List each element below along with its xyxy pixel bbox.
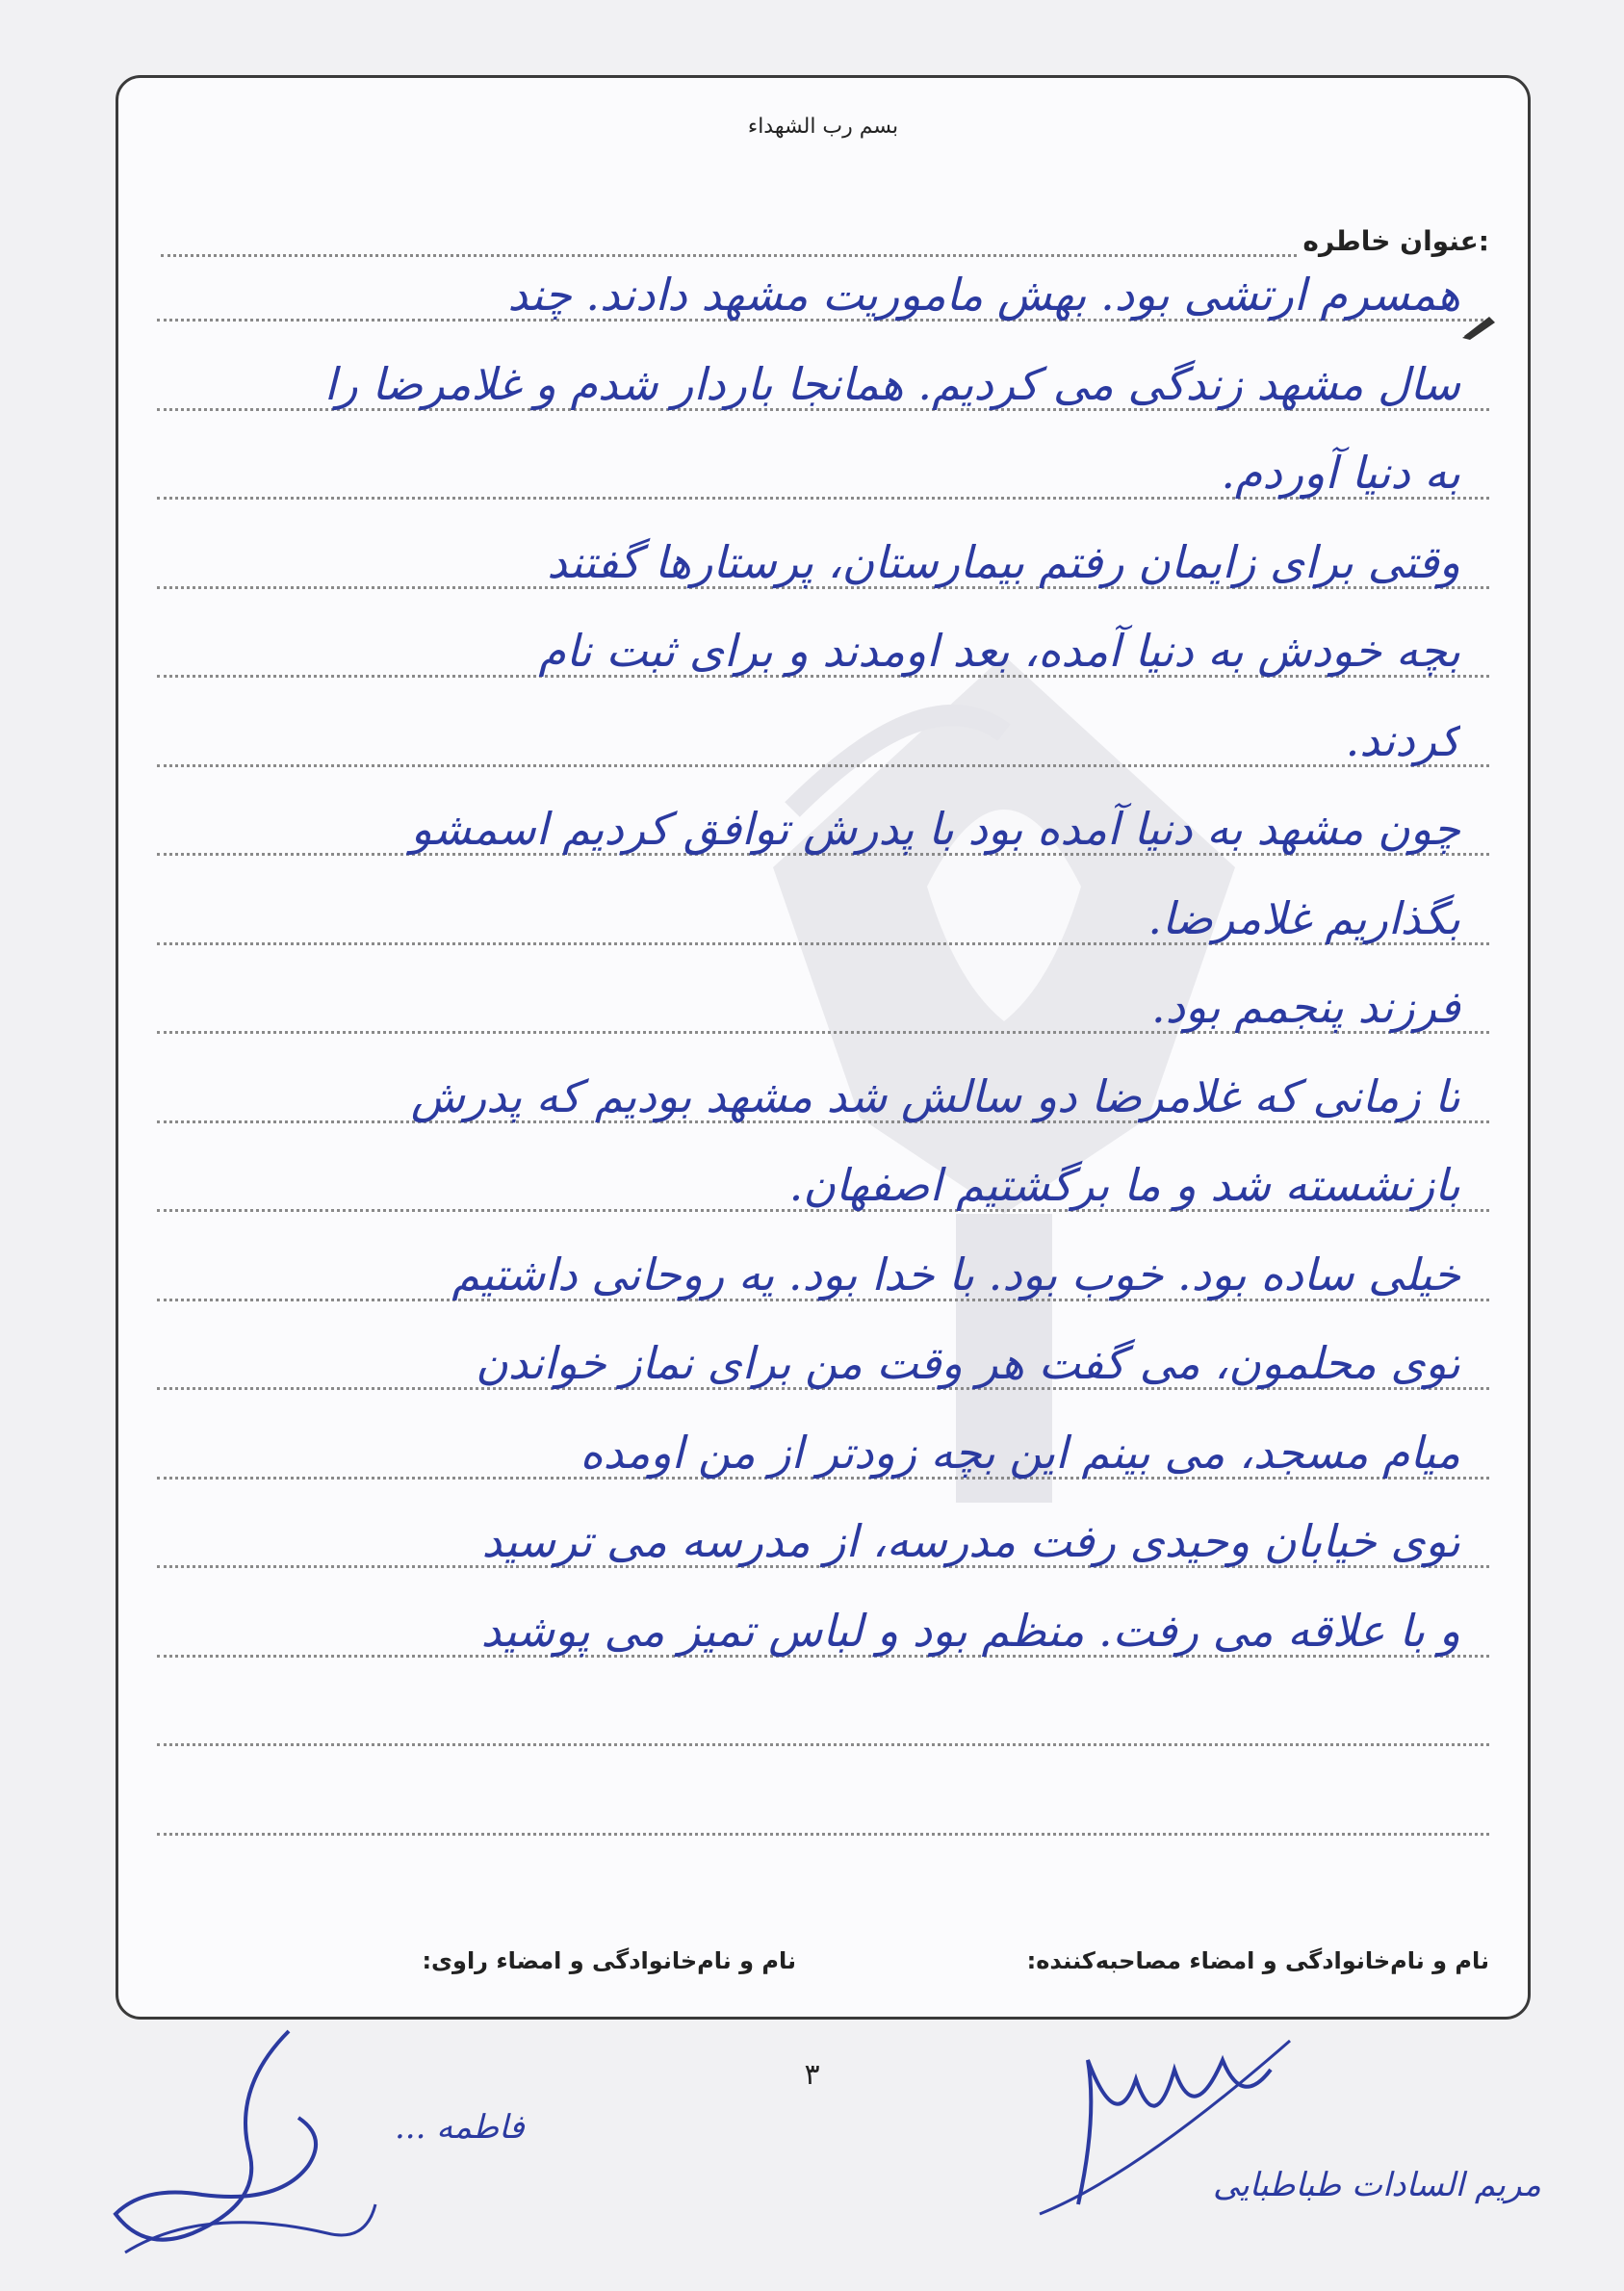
handwritten-line: به دنیا آوردم. [1221,447,1460,499]
memoir-title-row [161,213,1489,257]
page-number: ۳ [804,2058,820,2092]
interviewer-signature-name: مریم السادات طباطبایی [1213,2166,1541,2204]
handwritten-line: میام مسجد، می بینم این بچه زودتر از من اومده [580,1426,1460,1479]
ruled-line [157,1743,1489,1746]
handwritten-line: وقتی برای زایمان رفتم بیمارستان، پرستارها گفتند [547,535,1460,588]
memoir-title-label: عنوان خاطره: [1302,225,1489,257]
interviewer-signature-label: نام و نام‌خانوادگی و امضاء مصاحبه‌کننده: [1026,1947,1489,1974]
handwritten-line: چون مشهد به دنیا آمده بود با پدرش توافق کردیم اسمشو [410,803,1460,855]
handwritten-line: و با علاقه می رفت. منظم بود و لباس تمیز می پوشید [480,1604,1460,1657]
memoir-form-page [116,75,1531,2020]
handwritten-line: همسرم ارتشی بود. بهش ماموریت مشهد دادند. چند [507,269,1460,321]
narrator-signature-name: فاطمه ... [395,2108,525,2147]
handwritten-line: سال مشهد زندگی می کردیم. همانجا باردار شدم و غلامرضا را [323,357,1460,410]
handwritten-line: تا زمانی که غلامرضا دو سالش شد مشهد بودیم که پدرش [410,1069,1460,1122]
handwritten-line: خیلی ساده بود. خوب بود. با خدا بود. یه روحانی داشتیم [451,1248,1460,1300]
ruled-line [157,1833,1489,1836]
handwritten-line: بازنشسته شد و ما برگشتیم اصفهان. [788,1159,1460,1211]
memoir-title-field [161,225,1297,257]
handwritten-line: بچه خودش به دنیا آمده، بعد اومدند و برای ثبت نام [538,625,1460,677]
handwritten-line: فرزند پنجمم بود. [1150,981,1460,1033]
handwritten-line: توی محلمون، می گفت هر وقت من برای نماز خواندن [475,1337,1460,1389]
handwritten-line: کردند. [1345,713,1460,766]
narrator-signature-label: نام و نام‌خانوادگی و امضاء راوی: [422,1947,796,1974]
pen-icon [1460,311,1499,340]
basmala-heading: بسم رب الشهداء [747,115,899,139]
handwritten-line: توی خیابان وحیدی رفت مدرسه، از مدرسه می ترسید [481,1515,1460,1567]
handwritten-line: بگذاریم غلامرضا. [1147,891,1460,944]
narrator-signature [87,2012,395,2262]
